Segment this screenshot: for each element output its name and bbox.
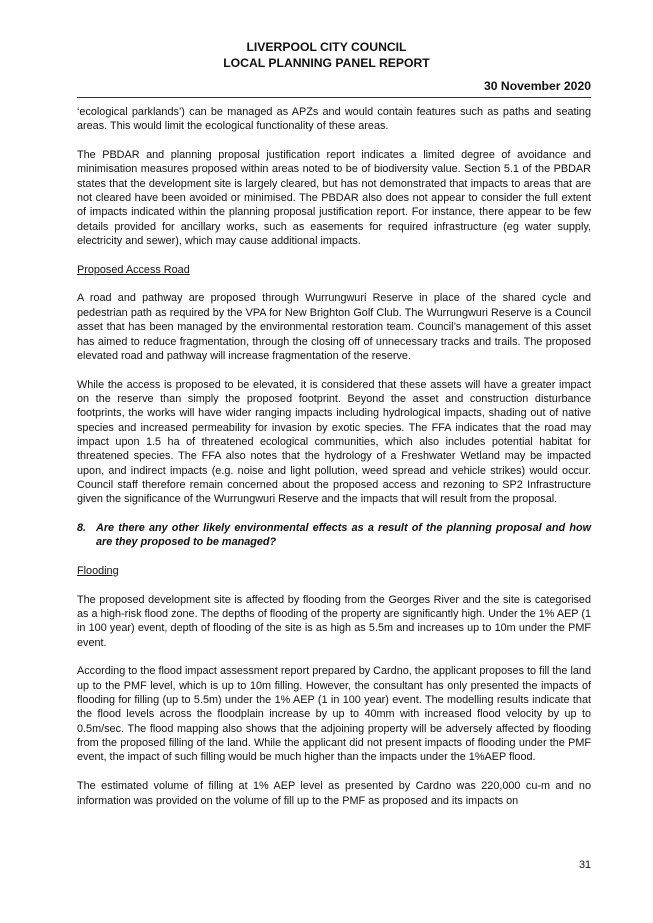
paragraph: The estimated volume of filling at 1% AEP level as presented by Cardno was 220,000 cu-m and no information was provided on the volume of fill up to the PMF as proposed and its impacts on — [77, 780, 591, 807]
header-divider — [77, 97, 591, 98]
section-heading-flooding: Flooding — [77, 565, 119, 577]
page-number: 31 — [578, 859, 591, 871]
paragraph: The PBDAR and planning proposal justification report indicates a limited degree of avoidance and minimisation measures proposed within areas noted to be of biodiversity value. Section 5.1 of the PBDAR states that the development site is largely cleared, but has not demonstrated that impacts to areas that are not cleared have been avoided or minimised. The PBDAR also does not appear to consider the full extent of impacts indicated within the planning proposal justification report. For instance, there appear to be few details provided for ancillary works, such as easements for required infrastructure (eg water supply, electricity and sewer), which may cause additional impacts. — [77, 149, 591, 248]
report-title: LOCAL PLANNING PANEL REPORT — [223, 56, 430, 70]
question-text: Are there any other likely environmental effects as a result of the planning proposal and how are they proposed to be managed? — [96, 521, 591, 549]
section-heading-access-road: Proposed Access Road — [77, 263, 190, 276]
paragraph: ‘ecological parklands’) can be managed as APZs and would contain features such as paths and seating areas. This would limit the ecological functionality of these areas. — [77, 106, 591, 133]
question-number: 8. — [77, 521, 87, 534]
paragraph: A road and pathway are proposed through Wurrungwuri Reserve in place of the shared cycle and pedestrian path as required by the VPA for New Brighton Golf Club. The Wurrungwuri Reserve is a Council asset that has been managed by the environmental restoration team. Council’s management of this asset has aimed to reduce fragmentation, through the closing off of unnecessary tracks and trails. The proposed elevated road and pathway will increase fragmentation of the reserve. — [77, 292, 591, 362]
paragraph: According to the flood impact assessment report prepared by Cardno, the applicant proposes to fill the land up to the PMF level, which is up to 10m filling. However, the consultant has only presented the impacts of flooding for filling (up to 5.5m) under the 1% AEP (1 in 100 year) event. The modelling results indicate that the flood levels across the floodplain increase by up to 40mm with increased flood velocity by up to 0.5m/sec. The flood mapping also shows that the adjoining property will be adversely affected by flooding from the proposed filling of the land. While the applicant did not present impacts of flooding under the PMF event, the impact of such filling would be much higher than the impacts under the 1%AEP flood. — [77, 665, 591, 764]
question-heading — [77, 521, 591, 550]
council-name: LIVERPOOL CITY COUNCIL — [246, 40, 407, 54]
report-body — [77, 105, 591, 822]
paragraph: The proposed development site is affected by flooding from the Georges River and the site is categorised as a high-risk flood zone. The depths of flooding of the property are significantly high. Under the 1% AEP (1 in 100 year) event, depth of flooding of the site is as high as 5.5m and increases up to 10m under the PMF event. — [77, 593, 591, 649]
paragraph: While the access is proposed to be elevated, it is considered that these assets will have a greater impact on the reserve than simply the proposed footprint. Beyond the asset and construction disturbance footprints, the works will have wider ranging impacts including hydrological impacts, shading out of native species and increased permeability for invasion by exotic species. The FFA indicates that the road may impact upon 1.5 ha of threatened ecological communities, which also includes potential habitat for threatened species. The FFA also notes that the hydrology of a Freshwater Wetland may be impacted upon, and indirect impacts (e.g. noise and light pollution, weed spread and vehicle strikes) would occur. Council staff therefore remain concerned about the proposed access and rezoning to SP2 Infrastructure given the significance of the Wurrungwuri Reserve and the impacts that will result from the proposal. — [77, 378, 591, 506]
report-date: 30 November 2020 — [483, 79, 591, 93]
